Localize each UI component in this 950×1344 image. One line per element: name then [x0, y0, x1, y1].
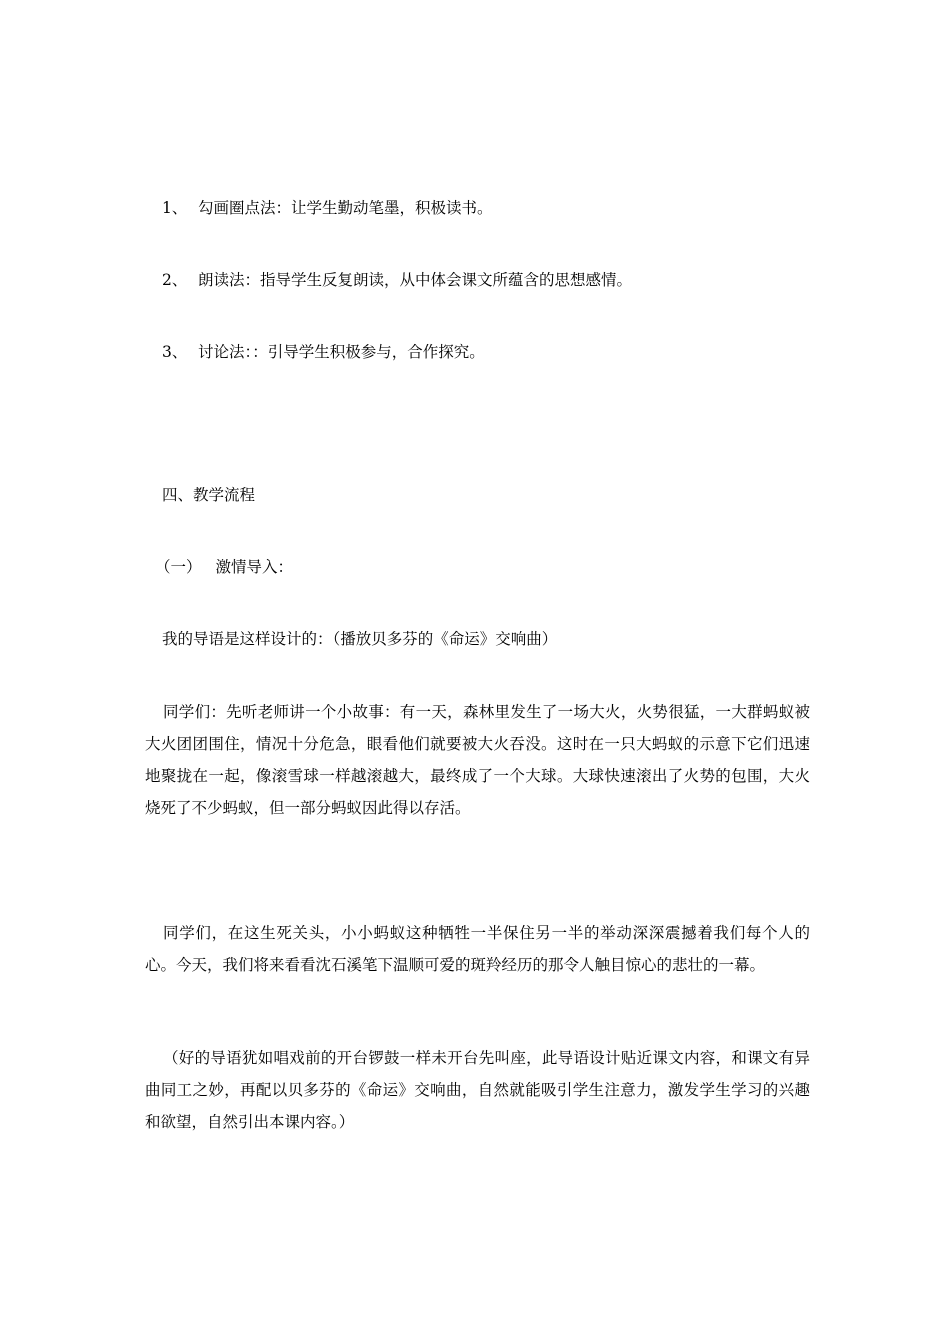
method-item-3: [162, 342, 485, 362]
subsection-number: （一）: [155, 558, 202, 576]
method-text: 讨论法：：引导学生积极参与，合作探究。: [198, 343, 485, 361]
method-text: 朗读法：指导学生反复朗读，从中体会课文所蕴含的思想感情。: [198, 271, 633, 289]
intro-paragraph: 我的导语是这样设计的：（播放贝多芬的《命运》交响曲）: [162, 630, 558, 648]
commentary-paragraph: （好的导语犹如唱戏前的开台锣鼓一样未开台先叫座，此导语设计贴近课文内容，和课文有异曲同工之妙，再配以贝多芬的《命运》交响曲，自然就能吸引学生注意力，激发学生学习的兴趣和欲望，自然引出本课内容。）: [145, 1049, 810, 1131]
section-heading: 四、教学流程: [162, 486, 256, 504]
story-paragraph: 同学们：先听老师讲一个小故事：有一天，森林里发生了一场大火，火势很猛，一大群蚂蚁被大火团团围住，情况十分危急，眼看他们就要被大火吞没。这时在一只大蚂蚁的示意下它们迅速地聚拢在一起，像滚雪球一样越滚越大，最终成了一个大球。大球快速滚出了火势的包围，大火烧死了不少蚂蚁，但一部分蚂蚁因此得以存活。: [145, 703, 810, 817]
method-text: 勾画圈点法：让学生勤动笔墨，积极读书。: [198, 199, 493, 217]
method-number: 3、: [162, 343, 188, 361]
method-item-1: [162, 198, 493, 218]
subsection-heading: [155, 557, 293, 577]
reflection-paragraph: 同学们，在这生死关头，小小蚂蚁这种牺牲一半保住另一半的举动深深震撼着我们每个人的心。今天，我们将来看看沈石溪笔下温顺可爱的斑羚经历的那令人触目惊心的悲壮的一幕。: [145, 924, 810, 974]
method-number: 1、: [162, 199, 188, 217]
method-number: 2、: [162, 271, 188, 289]
subsection-title: 激情导入：: [215, 558, 294, 576]
method-item-2: [162, 270, 632, 290]
